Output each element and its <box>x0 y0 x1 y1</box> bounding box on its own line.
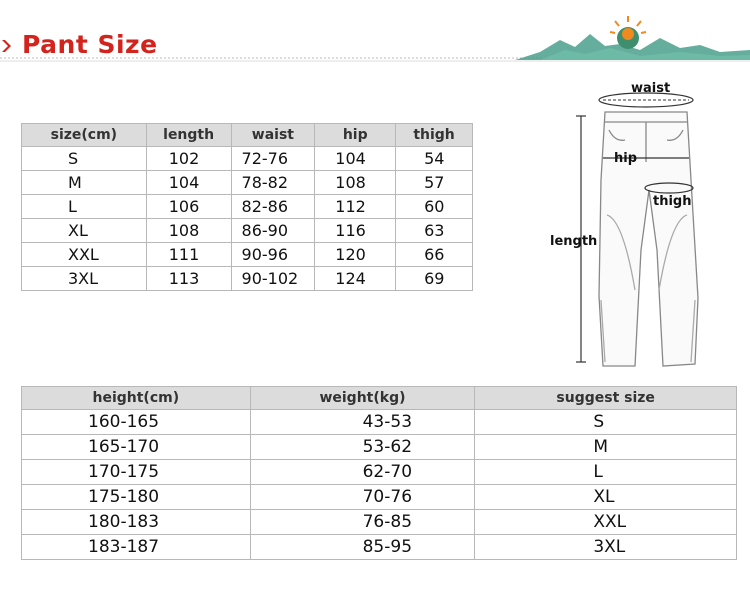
table-cell: 120 <box>315 243 396 267</box>
column-header: height(cm) <box>22 387 251 410</box>
column-header: weight(kg) <box>250 387 475 410</box>
table-cell: 3XL <box>475 535 737 560</box>
table-row <box>22 171 473 195</box>
table-cell: 62-70 <box>250 460 475 485</box>
table-cell: 108 <box>146 219 231 243</box>
table-cell: 53-62 <box>250 435 475 460</box>
table-cell: 82-86 <box>231 195 315 219</box>
table-row <box>22 485 737 510</box>
table-cell: 66 <box>396 243 473 267</box>
table-cell: M <box>22 171 147 195</box>
table-cell: 85-95 <box>250 535 475 560</box>
table-cell: 180-183 <box>22 510 251 535</box>
table-cell: 69 <box>396 267 473 291</box>
table-cell: 63 <box>396 219 473 243</box>
table-row <box>22 147 473 171</box>
table-cell: 78-82 <box>231 171 315 195</box>
table-cell: 54 <box>396 147 473 171</box>
table-cell: XXL <box>475 510 737 535</box>
pant-size-table <box>21 123 473 291</box>
column-header: thigh <box>396 124 473 147</box>
table-cell: 90-102 <box>231 267 315 291</box>
page-header <box>0 0 750 70</box>
table-header-row <box>22 387 737 410</box>
table-cell: 106 <box>146 195 231 219</box>
table-row <box>22 410 737 435</box>
table-cell: XXL <box>22 243 147 267</box>
table-cell: 60 <box>396 195 473 219</box>
table-cell: 111 <box>146 243 231 267</box>
table-cell: 170-175 <box>22 460 251 485</box>
table-cell: S <box>22 147 147 171</box>
table-cell: XL <box>22 219 147 243</box>
table-cell: 165-170 <box>22 435 251 460</box>
waist-label: waist <box>631 81 671 96</box>
hip-label: hip <box>614 151 638 166</box>
table-cell: 104 <box>315 147 396 171</box>
table-cell: 175-180 <box>22 485 251 510</box>
pant-illustration <box>545 70 750 370</box>
table-row <box>22 243 473 267</box>
table-cell: 86-90 <box>231 219 315 243</box>
table-cell: 43-53 <box>250 410 475 435</box>
thigh-label: thigh <box>653 194 692 209</box>
table-header-row <box>22 124 473 147</box>
table-cell: XL <box>475 485 737 510</box>
table-cell: 72-76 <box>231 147 315 171</box>
sun-icon <box>610 16 646 49</box>
table-cell: 124 <box>315 267 396 291</box>
length-label: length <box>550 234 598 249</box>
chevron-right-icon <box>2 40 11 52</box>
column-header: length <box>146 124 231 147</box>
table-row <box>22 195 473 219</box>
table-row <box>22 267 473 291</box>
table-row <box>22 219 473 243</box>
pant-measurement-diagram <box>545 70 750 370</box>
size-suggestion-table <box>21 386 737 560</box>
table-cell: M <box>475 435 737 460</box>
table-cell: 108 <box>315 171 396 195</box>
table-cell: 160-165 <box>22 410 251 435</box>
table-cell: 70-76 <box>250 485 475 510</box>
table-cell: 183-187 <box>22 535 251 560</box>
table-row <box>22 535 737 560</box>
table-row <box>22 460 737 485</box>
table-cell: 116 <box>315 219 396 243</box>
column-header: waist <box>231 124 315 147</box>
table-cell: 112 <box>315 195 396 219</box>
table-cell: 90-96 <box>231 243 315 267</box>
table-cell: 3XL <box>22 267 147 291</box>
column-header: hip <box>315 124 396 147</box>
table-row <box>22 435 737 460</box>
table-cell: 76-85 <box>250 510 475 535</box>
table-cell: 57 <box>396 171 473 195</box>
column-header: size(cm) <box>22 124 147 147</box>
table-cell: L <box>475 460 737 485</box>
page-title: Pant Size <box>22 30 158 59</box>
table-cell: 102 <box>146 147 231 171</box>
table-cell: L <box>22 195 147 219</box>
table-cell: 104 <box>146 171 231 195</box>
table-cell: S <box>475 410 737 435</box>
column-header: suggest size <box>475 387 737 410</box>
table-row <box>22 510 737 535</box>
table-cell: 113 <box>146 267 231 291</box>
